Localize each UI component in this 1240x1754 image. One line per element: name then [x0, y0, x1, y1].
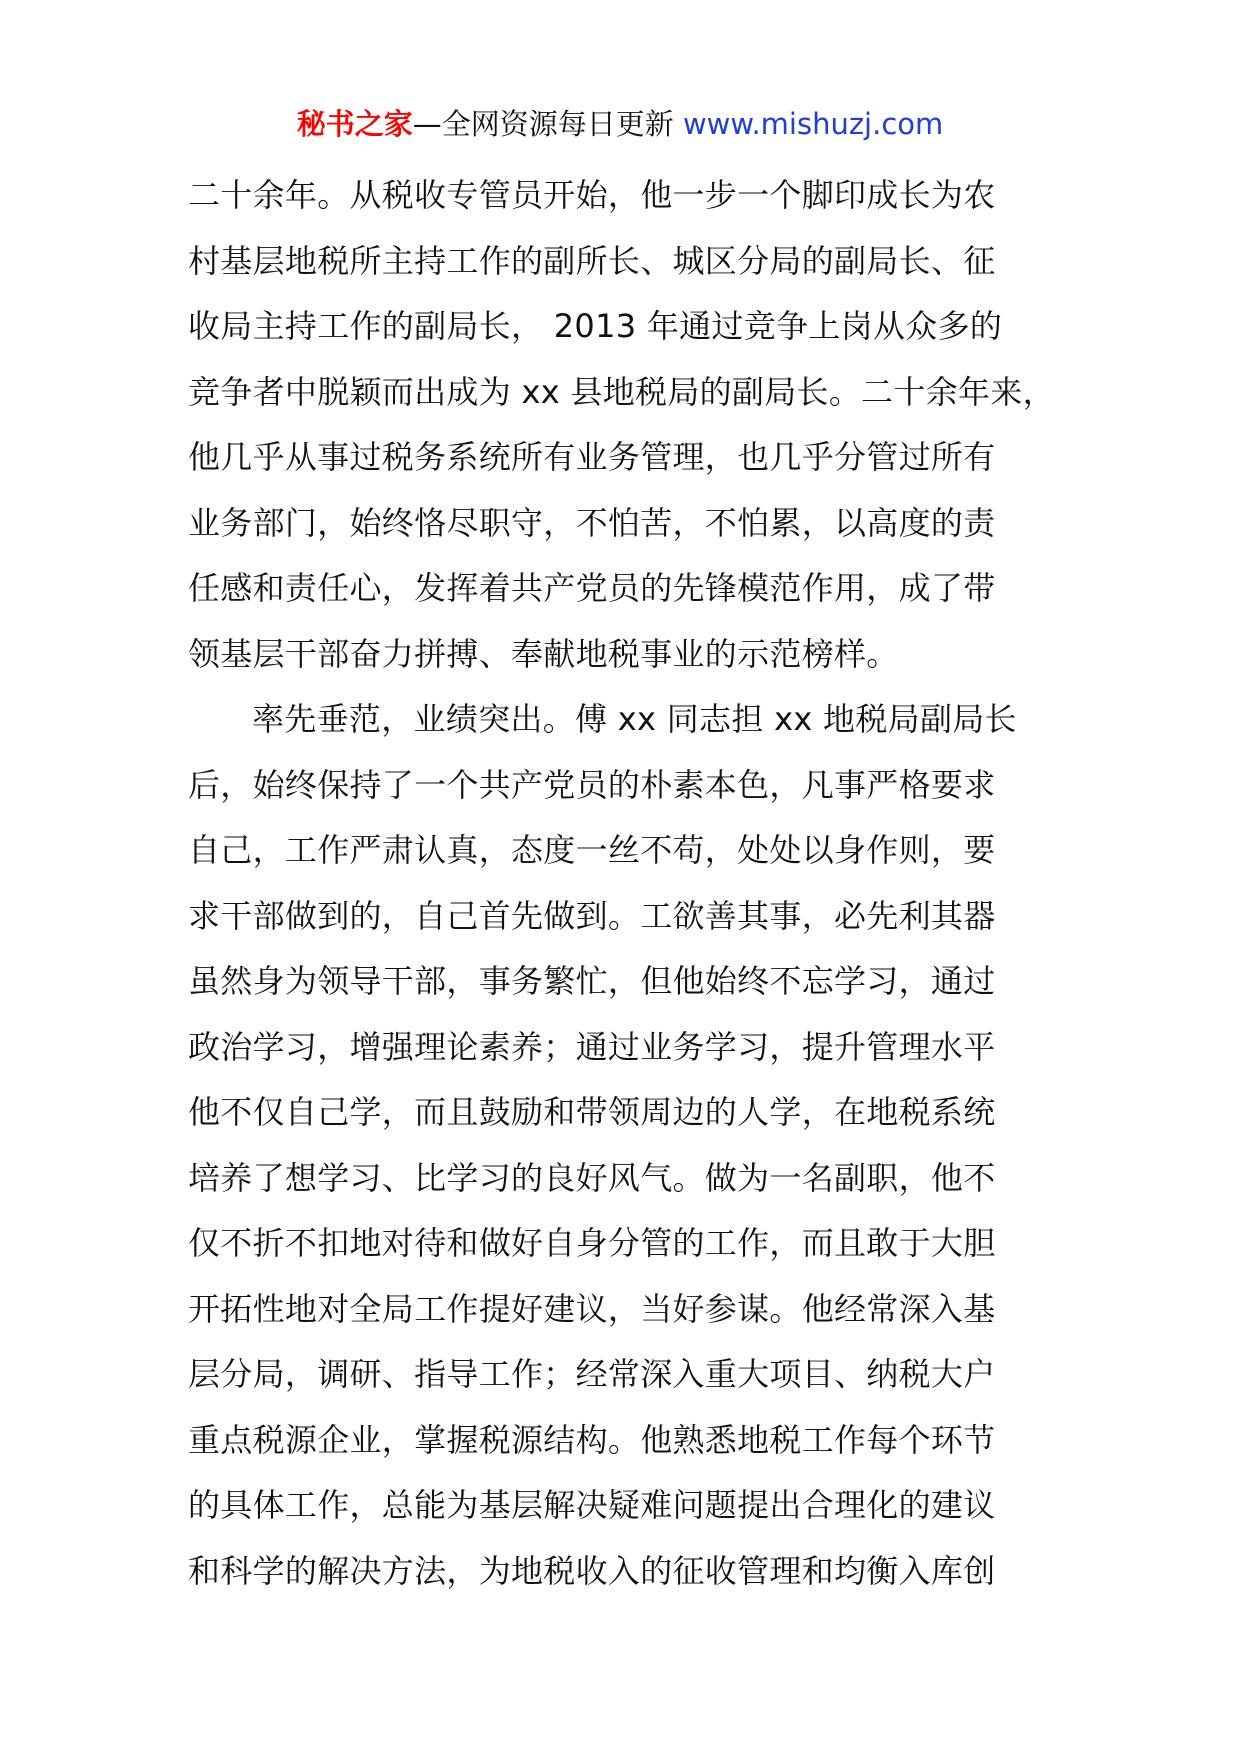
text-line: 收局主持工作的副局长， 2013 年通过竞争上岗从众多的: [188, 307, 1003, 345]
text-line: 求干部做到的，自己首先做到。工欲善其事，必先利其器: [188, 896, 996, 935]
text-line: 他不仅自己学，而且鼓励和带领周边的人学，在地税系统: [188, 1093, 996, 1131]
text-line: 的具体工作，总能为基层解决疑难问题提出合理化的建议: [188, 1486, 996, 1524]
text-line: 村基层地税所主持工作的副所长、城区分局的副局长、征: [188, 241, 996, 280]
document-body: [188, 163, 1088, 1604]
text-line: 二十余年。从税收专管员开始，他一步一个脚印成长为农: [188, 176, 996, 214]
page-header: [0, 100, 1240, 148]
text-line: 仅不折不扣地对待和做好自身分管的工作，而且敢于大胆: [188, 1224, 996, 1262]
header-slogan: —全网资源每日更新: [412, 107, 683, 141]
text-line: 层分局，调研、指导工作；经常深入重大项目、纳税大户: [188, 1355, 996, 1393]
text-line: 任感和责任心，发挥着共产党员的先锋模范作用，成了带: [188, 569, 996, 607]
text-line: 政治学习，增强理论素养；通过业务学习，提升管理水平: [188, 1027, 996, 1066]
text-line: 他几乎从事过税务系统所有业务管理，也几乎分管过所有: [188, 438, 996, 476]
text-line: 自己，工作严肃认真，态度一丝不苟，处处以身作则，要: [188, 831, 996, 869]
paragraph-start-line: 率先垂范，业绩突出。傅 xx 同志担 xx 地税局副局长: [252, 700, 1017, 738]
text-line: 竞争者中脱颖而出成为 xx 县地税局的副局长。二十余年来，: [188, 372, 1055, 411]
text-line: 培养了想学习、比学习的良好风气。做为一名副职，他不: [188, 1158, 996, 1197]
text-line: 领基层干部奋力拼搏、奉献地税事业的示范榜样。: [188, 634, 899, 673]
text-line: 后，始终保持了一个共产党员的朴素本色，凡事严格要求: [188, 765, 996, 804]
website-link[interactable]: www.mishuzj.com: [682, 107, 944, 141]
text-line: 虽然身为领导干部，事务繁忙，但他始终不忘学习，通过: [188, 962, 996, 1000]
brand-name: 秘书之家: [296, 107, 413, 141]
text-line: 和科学的解决方法，为地税收入的征收管理和均衡入库创: [188, 1551, 996, 1590]
text-line: 开拓性地对全局工作提好建议，当好参谋。他经常深入基: [188, 1289, 996, 1328]
text-line: 重点税源企业，掌握税源结构。他熟悉地税工作每个环节: [188, 1420, 996, 1459]
text-line: 业务部门，始终恪尽职守，不怕苦，不怕累，以高度的责: [188, 503, 996, 542]
